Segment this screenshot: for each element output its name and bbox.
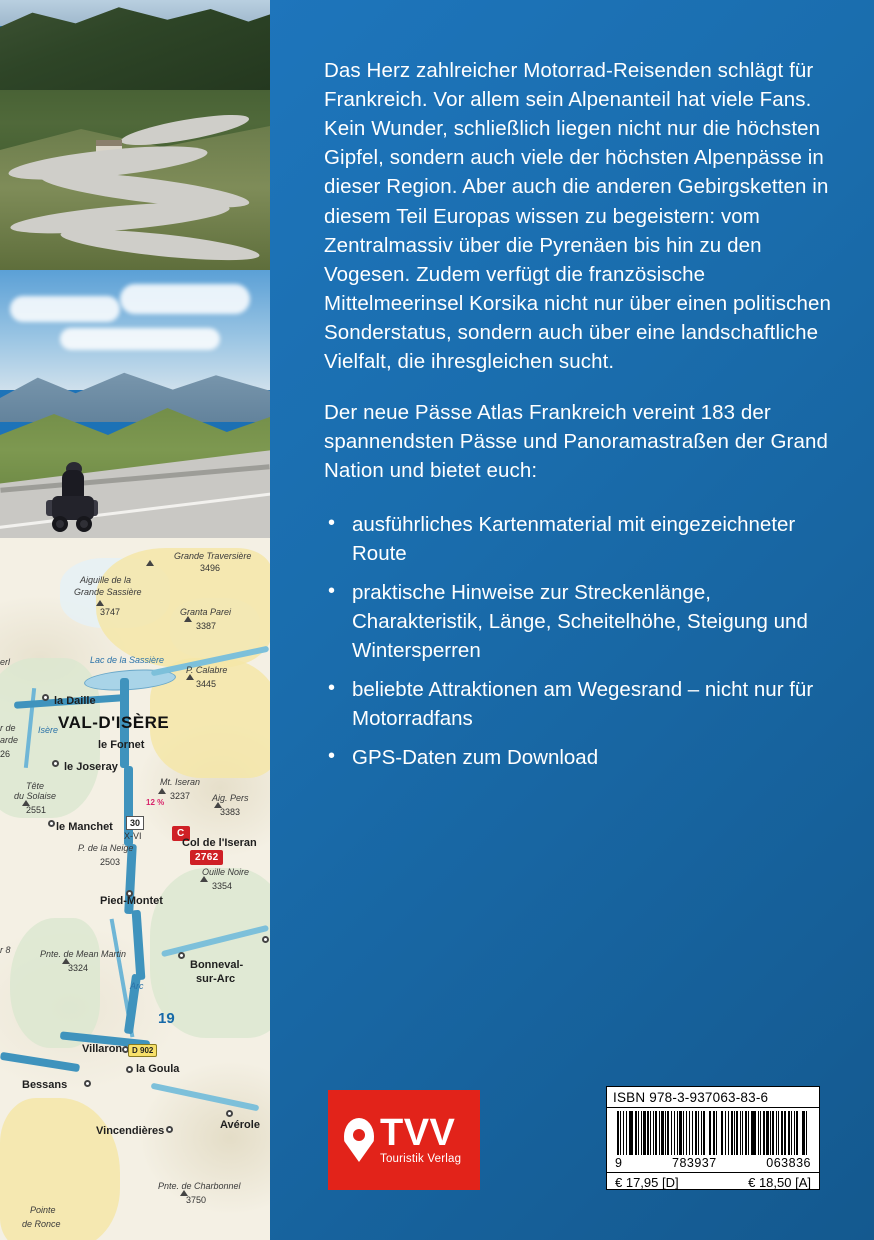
road-number-badge: D 902 [128,1044,157,1057]
wheel [52,516,68,532]
map-label: 3750 [186,1195,207,1205]
feature-list-item: • GPS-Daten zum Download [324,743,840,772]
barcode-digit-group: 783937 [672,1156,717,1170]
map-label: le Joseray [64,761,118,773]
map-label: r de [0,723,16,733]
map-label: Pointe [30,1205,56,1215]
map-label: Pnte. de Mean Martin [40,949,127,959]
map-label: Pied-Montet [100,895,163,907]
map-label: Aiguille de la [80,575,132,585]
map-park-area [10,918,100,1048]
map-label: Arc [130,981,144,991]
peak-marker [146,560,154,566]
map-label: le Manchet [56,821,113,833]
barcode-digit-group: 9 [615,1156,623,1170]
map-pin-icon [344,1118,374,1162]
logo-subtitle: Touristik Verlag [380,1153,462,1166]
map-label: 3237 [170,791,191,801]
map-label: Villaron [82,1043,123,1055]
col-de-liseran-map [0,538,270,1240]
cloud [10,296,120,322]
wheel [76,516,92,532]
isbn-barcode-block [606,1086,820,1190]
map-label: 2503 [100,857,121,867]
back-cover-text [324,56,840,782]
feature-list [324,510,840,773]
map-label: Bessans [22,1079,68,1091]
map-label: P. Calabre [186,665,228,675]
town-marker [84,1080,91,1087]
col-marker-badge: C [172,826,190,841]
route-roman-label: X-VI [124,831,142,841]
map-label: la Goula [136,1063,180,1075]
barcode-digit-group: 063836 [766,1156,811,1170]
map-label: Col de l'Iseran [182,837,257,849]
map-label: Vincendières [96,1125,165,1137]
town-marker [52,760,59,767]
isbn-number: ISBN 978-3-937063-83-6 [607,1090,819,1108]
motorcycle-pass-road-photo [0,270,270,538]
motorcycle-rider [46,470,100,532]
town-marker [126,1066,133,1073]
barcode-digits [615,1156,811,1170]
peak-marker [158,788,166,794]
map-label: erl [0,657,11,667]
town-marker [262,936,269,943]
map-label: P. de la Neige [78,843,134,853]
town-marker [42,694,49,701]
map-label: arde [0,735,19,745]
map-label: Bonneval- [190,959,244,971]
col-altitude-badge: 2762 [190,850,223,865]
map-label: 26 [0,749,11,759]
map-label: 3387 [196,621,217,631]
map-label: Aig. Pers [212,793,249,803]
map-label: Granta Parei [180,607,232,617]
map-label: la Daille [54,695,96,707]
town-marker [226,1110,233,1117]
map-label: 3383 [220,807,241,817]
map-label: Grande Sassière [74,587,142,597]
map-label: Isère [38,725,59,735]
map-label: Ouille Noire [202,867,250,877]
map-label: 3445 [196,679,217,689]
feature-list-item: • praktische Hinweise zur Streckenlänge, Charakteristik, Länge, Scheitelhöhe, Steigung und Wintersperren [324,578,840,665]
map-label: du Solaise [14,791,57,801]
barcode-space [807,1111,809,1155]
left-image-column [0,0,270,1240]
map-label: Lac de la Sassière [90,655,165,665]
map-label: 3496 [200,563,221,573]
map-label: le Fornet [98,739,145,751]
map-label: Pnte. de Charbonnel [158,1181,241,1191]
map-label: Grande Traversière [174,551,252,561]
map-label: Tête [26,781,45,791]
map-label: r 8 [0,945,11,955]
stage-number-badge: 19 [158,1010,175,1027]
town-marker [178,952,185,959]
route-number-badge: 30 [126,816,144,830]
publisher-logo [328,1090,480,1190]
peak-marker [96,600,104,606]
price-row [607,1172,819,1190]
map-label: 3747 [100,607,121,617]
logo-text [380,1111,462,1166]
price-germany: € 17,95 [D] [615,1175,679,1190]
map-label: Mt. Iseran [160,777,201,787]
map-label: sur-Arc [196,973,236,985]
feature-list-item: • beliebte Attraktionen am Wegesrand – nicht nur für Motorradfans [324,675,840,733]
map-label: 3324 [68,963,89,973]
price-austria: € 18,50 [A] [748,1175,811,1190]
map-label: de Ronce [22,1219,61,1229]
cloud [120,284,250,314]
feature-list-item: • ausführliches Kartenmaterial mit eingezeichneter Route [324,510,840,568]
intro-paragraph: Das Herz zahlreicher Motorrad-Reisenden schlägt für Frankreich. Vor allem sein Alpenanteil hat viele Fans. Kein Wunder, schließlich liegen nicht nur die höchsten Gipfel, sondern auch viele der höchsten Alpenpässe in dieser Region. Aber auch die anderen Gebirgsketten in diesem Teil Europas wissen zu begeistern: vom Zentralmassiv über die Pyrenäen bis hin zu den Vogesen. Zudem verfügt die französische Mittelmeerinsel Korsika nicht nur über einen politischen Sonderstatus, sondern auch über eine landschaftliche Vielfalt, die ihresgleichen sucht. [324,59,831,374]
town-marker [166,1126,173,1133]
barcode [617,1111,809,1155]
cloud [60,328,220,350]
map-label: 2551 [26,805,47,815]
town-marker [48,820,55,827]
map-label: VAL-D'ISÈRE [58,713,170,732]
grade-badge: 12 % [146,798,165,807]
atlas-paragraph: Der neue Pässe Atlas Frankreich vereint 183 der spannendsten Pässe und Panoramastraßen der Grand Nation und bietet euch: [324,401,828,483]
map-label: Avérole [220,1119,260,1131]
logo-name: TVV [380,1111,456,1154]
hairpin-mountain-road-photo [0,0,270,270]
map-label: 3354 [212,881,233,891]
